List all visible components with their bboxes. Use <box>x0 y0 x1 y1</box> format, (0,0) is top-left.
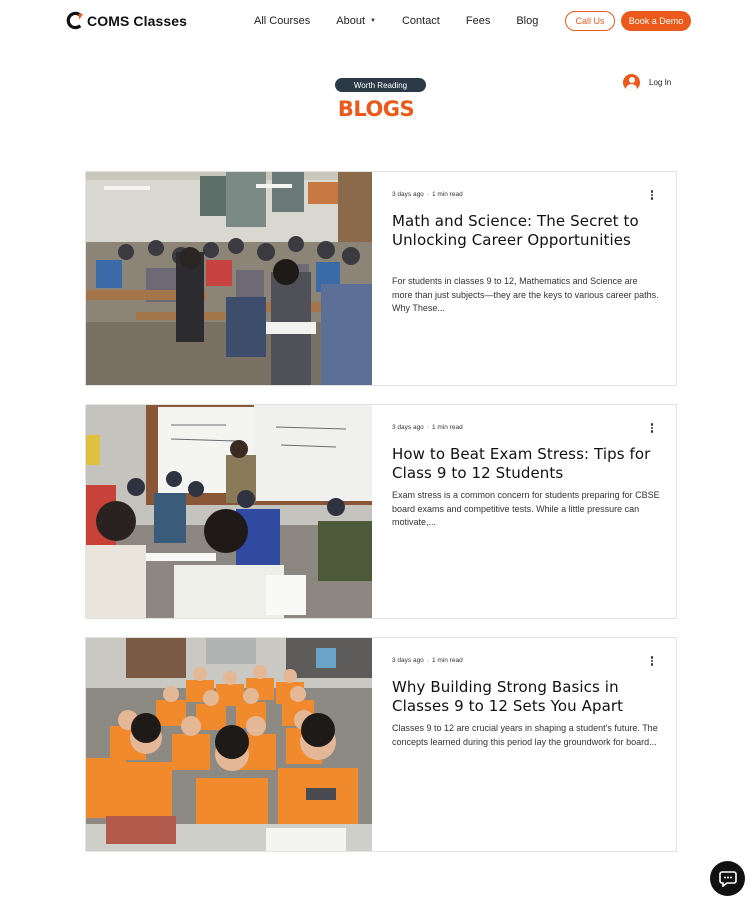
site-logo[interactable] <box>66 11 187 30</box>
post-date: 3 days ago <box>392 657 424 664</box>
post-meta <box>392 424 463 431</box>
nav-label: About <box>336 15 365 27</box>
blog-post-card[interactable] <box>85 637 677 852</box>
post-image-students[interactable] <box>86 638 372 851</box>
login-button[interactable] <box>623 74 671 91</box>
nav-about[interactable] <box>336 15 376 27</box>
post-date: 3 days ago <box>392 191 424 198</box>
post-title[interactable]: Why Building Strong Basics in Classes 9 to 12 Sets You Apart <box>392 678 624 715</box>
students-group-photo <box>86 638 372 851</box>
login-label: Log In <box>649 78 672 87</box>
chat-bubble-icon <box>719 871 737 887</box>
nav-blog[interactable] <box>516 15 538 27</box>
meta-separator: · <box>426 424 429 431</box>
post-meta <box>392 657 463 664</box>
logo-c-icon <box>66 11 85 30</box>
blog-post-card[interactable] <box>85 404 677 619</box>
user-avatar-icon <box>623 74 640 91</box>
more-options-icon[interactable] <box>649 190 655 201</box>
chat-button[interactable] <box>710 861 745 896</box>
post-title[interactable]: Math and Science: The Secret to Unlocking Career Opportunities <box>392 212 639 249</box>
nav-label: Contact <box>401 15 440 27</box>
site-header <box>0 0 752 44</box>
blog-post-card[interactable] <box>85 171 677 386</box>
worth-reading-badge: Worth Reading <box>335 78 426 92</box>
logo-text: COMS Classes <box>87 12 188 29</box>
post-image-classroom[interactable] <box>86 172 372 385</box>
meta-separator: · <box>426 657 429 664</box>
more-options-icon[interactable] <box>649 423 655 434</box>
nav-fees[interactable] <box>466 15 490 27</box>
call-us-button[interactable]: Call Us <box>565 11 615 31</box>
post-excerpt: For students in classes 9 to 12, Mathematics and Science are more than just subjects—they are the keys to various career paths. Why These... <box>392 276 659 313</box>
meta-separator: · <box>426 191 429 198</box>
post-excerpt: Classes 9 to 12 are crucial years in shaping a student's future. The concepts learned during this period lay the groundwork for board... <box>392 723 658 747</box>
post-read-time: 1 min read <box>431 191 463 198</box>
nav-label: All Courses <box>254 15 311 27</box>
post-read-time: 1 min read <box>431 657 463 664</box>
post-read-time: 1 min read <box>431 424 463 431</box>
more-options-icon[interactable] <box>649 656 655 667</box>
post-title[interactable]: How to Beat Exam Stress: Tips for Class 9 to 12 Students <box>392 445 651 482</box>
nav-label: Blog <box>516 15 539 27</box>
nav-contact[interactable] <box>402 15 440 27</box>
post-image-exam[interactable] <box>86 405 372 618</box>
nav-all-courses[interactable] <box>254 15 310 27</box>
book-demo-button[interactable]: Book a Demo <box>621 11 691 31</box>
post-excerpt: Exam stress is a common concern for students preparing for CBSE board exams and competitive tests. While a little pressure can motivate,... <box>392 490 660 527</box>
page-title: BLOGS <box>337 97 415 121</box>
post-date: 3 days ago <box>392 424 424 431</box>
chevron-down-icon: ▼ <box>370 18 376 24</box>
classroom-photo <box>86 172 372 385</box>
nav-label: Fees <box>465 15 491 27</box>
exam-hall-photo <box>86 405 372 618</box>
post-meta <box>392 191 463 198</box>
main-nav <box>254 15 564 27</box>
